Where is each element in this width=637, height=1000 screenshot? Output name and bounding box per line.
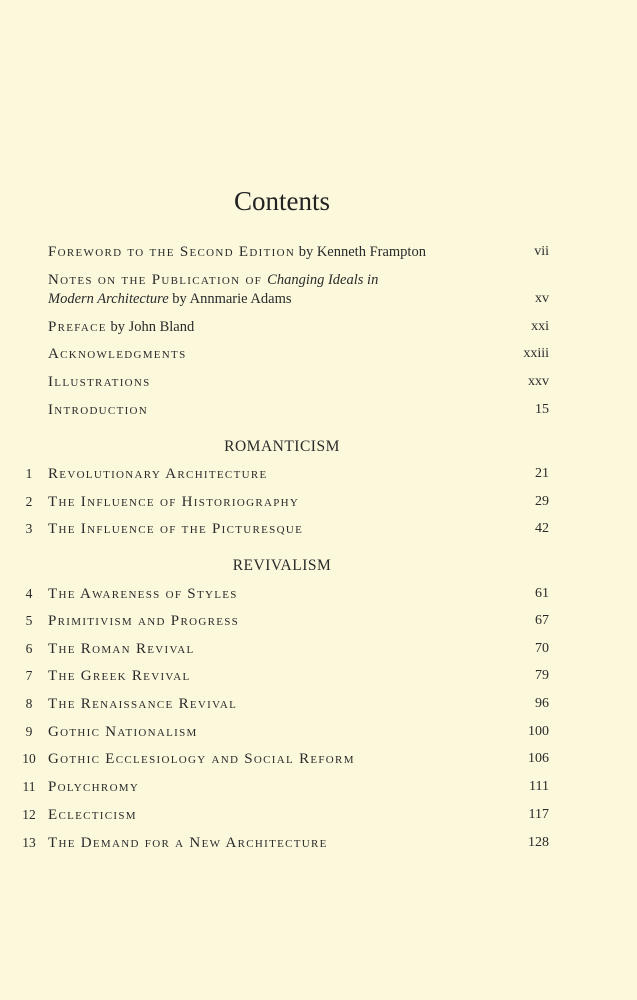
chapter-title: The Demand for a New Architecture (48, 835, 328, 851)
chapter-number: 1 (25, 466, 33, 481)
entry-author: by John Bland (106, 319, 195, 335)
entry-book-title: Changing Ideals in (267, 272, 379, 288)
entry-title: Notes on the Publication of (48, 272, 268, 288)
chapter-page: 128 (528, 835, 549, 850)
chapter-title: Gothic Ecclesiology and Social Reform (48, 751, 355, 767)
entry-title: Preface (48, 319, 107, 335)
chapter-page: 79 (535, 668, 549, 683)
chapter-page: 70 (535, 641, 549, 656)
entry-title: Foreword to the Second Edition (48, 244, 296, 260)
chapter-page: 42 (535, 521, 549, 536)
chapter-title: The Awareness of Styles (48, 586, 238, 602)
chapter-page: 21 (535, 466, 549, 481)
chapter-title: Polychromy (48, 779, 140, 795)
section-heading: ROMANTICISM (224, 438, 340, 455)
chapter-title: The Influence of Historiography (48, 494, 300, 510)
entry-page: xxv (528, 374, 549, 389)
chapter-number: 7 (25, 668, 33, 683)
entry-author: by Annmarie Adams (168, 291, 292, 307)
chapter-number: 13 (22, 835, 36, 850)
entry-book-title: Modern Architecture (48, 291, 169, 307)
chapter-title: The Greek Revival (48, 668, 191, 684)
chapter-number: 4 (25, 586, 33, 601)
chapter-number: 6 (25, 641, 33, 656)
chapter-page: 29 (535, 494, 549, 509)
chapter-title: The Roman Revival (48, 641, 195, 657)
chapter-number: 10 (22, 751, 36, 766)
chapter-page: 111 (529, 779, 549, 794)
chapter-page: 67 (535, 613, 549, 628)
chapter-title: Primitivism and Progress (48, 613, 240, 629)
entry-title: Acknowledgments (48, 346, 187, 362)
chapter-number: 8 (25, 696, 33, 711)
chapter-title: Gothic Nationalism (48, 724, 198, 740)
chapter-title: Revolutionary Architecture (48, 466, 268, 482)
page-title: Contents (233, 186, 330, 216)
chapter-number: 11 (22, 779, 36, 794)
entry-author: by Kenneth Frampton (295, 244, 426, 260)
chapter-page: 61 (535, 586, 549, 601)
entry-page: xv (535, 291, 549, 306)
entry-page: xxiii (523, 346, 549, 361)
chapter-title: The Renaissance Revival (48, 696, 238, 712)
entry-page: 15 (535, 402, 549, 417)
entry-title: Introduction (48, 402, 149, 418)
chapter-number: 3 (25, 521, 33, 536)
chapter-page: 117 (528, 807, 549, 822)
chapter-page: 106 (528, 751, 549, 766)
chapter-page: 100 (528, 724, 549, 739)
entry-page: xxi (531, 319, 549, 334)
chapter-number: 5 (25, 613, 33, 628)
chapter-number: 9 (25, 724, 33, 739)
section-heading: REVIVALISM (232, 557, 332, 574)
chapter-page: 96 (535, 696, 549, 711)
chapter-number: 2 (25, 494, 33, 509)
entry-title: Illustrations (48, 374, 151, 390)
entry-page: vii (534, 244, 549, 259)
chapter-title: Eclecticism (48, 807, 137, 823)
chapter-title: The Influence of the Picturesque (48, 521, 304, 537)
chapter-number: 12 (22, 807, 36, 822)
